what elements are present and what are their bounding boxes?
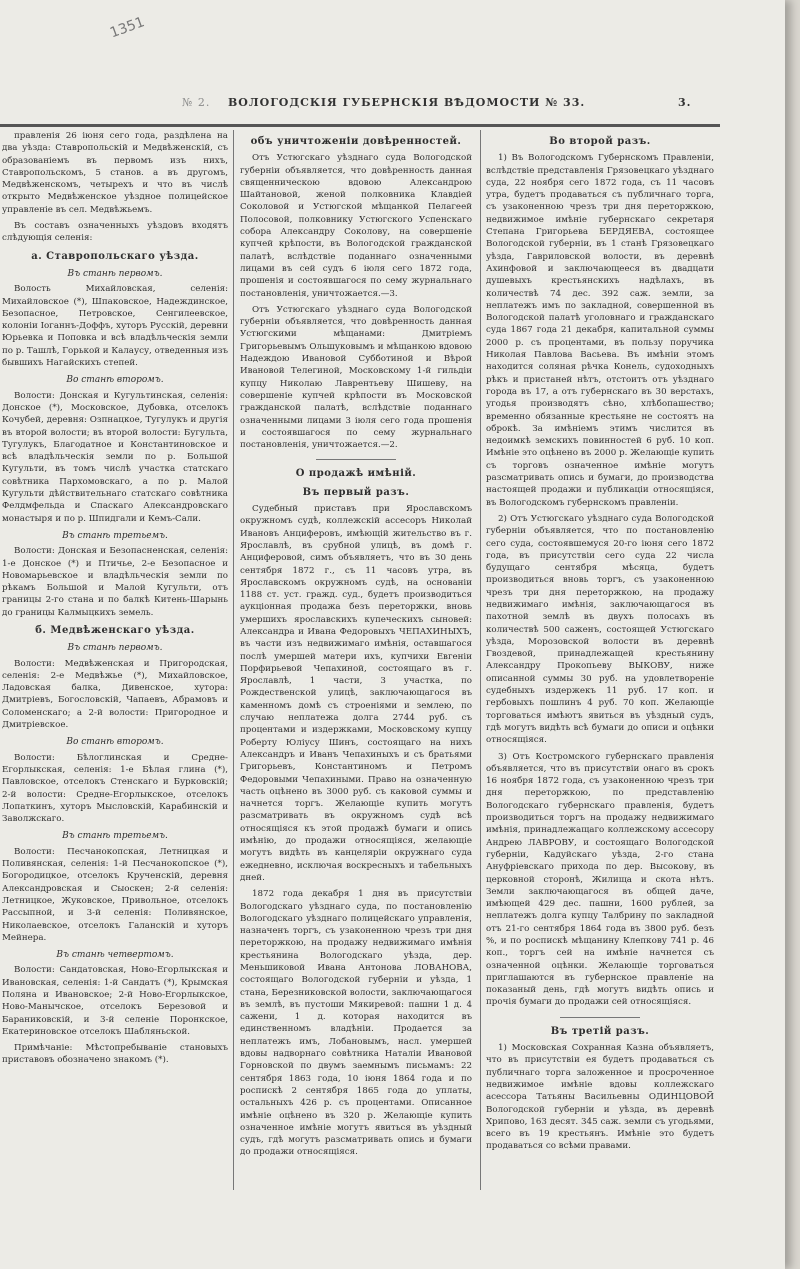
column-divider: [480, 130, 481, 1190]
paragraph: Судебный приставъ при Ярославскомъ окружномъ судѣ, коллежскій ассесоръ Николай Ивановъ Анциферовъ, имѣющій жительство въ г. Ярославлѣ, въ срубной улицѣ, въ домѣ г. Анциферовой, симъ объявляетъ, что въ 30 день сентября 1872 г., съ 11 часовъ утра, въ Ярославскомъ окружномъ судѣ, на основаніи 1188 ст. уст. гражд. суд., будетъ производиться аукціонная продажа безъ переторжки, вновь умершихъ ярославскихъ купеческихъ сыновей: Александра и Ивана Федоровыхъ ЧЕПАХИНЫХЪ, въ части изъ недвижимаго имѣнія, оставшагося послѣ умершей матери ихъ, купчихи Евгеніи Порфирьевой Чепахиной, состоящаго въ г. Ярославлѣ, 1 части, 3 участка, по Рождественской улицѣ, заключающагося въ каменномъ домѣ съ строеніями и землею, по случаю неплатежа долга 2744 руб. съ процентами и издержками, Московскому купцу Роберту Юліусу Шинъ, состоящаго на нихъ Александръ и Иванъ Чепахиныхъ и съ братьями Григорьевъ, Константиномъ и Петромъ Федоровыми Чепахиными. Право на означенную часть оцѣнено въ 3000 руб. съ каковой суммы и начнется торгъ. Желающіе купить могутъ разсматривать въ окружномъ судѣ всѣ относящіяся къ этой продажѣ бумаги и опись имѣнію, до продажи относящіяся, желающіе могутъ видѣть въ канцеляріи окружнаго суда ежедневно, исключая воскресныхъ и табельныхъ дней.: [240, 504, 472, 883]
paragraph: 1) Въ Вологодскомъ Губернскомъ Правленіи, вслѣдствіе представленія Грязовецкаго уѣзднаго суда, 22 ноября сего 1872 года, съ 11 часовъ утра, будетъ продаваться съ публичнаго торга, съ узаконенною чрезъ три дня переторжкою, недвижимое имѣніе губернскаго секретаря Степана Григорьева БЕРДЯЕВА, состоящее Вологодской губерніи, въ 1 станѣ Грязовецкаго уѣзда, Гавриловской волости, въ деревнѣ Ахинфовой и заключающееся въ двадцати душевыхъ крестьянскихъ надѣлахъ, въ количествѣ 74 дес. 392 саж. земли, за неплатежъ имъ по закладной, совершенной въ Вологодской палатѣ уголовнаго и гражданскаго суда 1867 года 21 декабря, капитальной суммы 2000 р. съ процентами, въ пользу поручика Николая Павлова Васьева. Въ имѣніи этомъ находится соляная рѣчка Конель, судоходныхъ рѣкъ и пристаней нѣтъ, отстоитъ отъ уѣзднаго города въ 17, а отъ губернскаго въ 30 верстахъ, угодья производятъ сѣно, хлѣбопашество; временно обязанные крестьяне не состоятъ на оброкѣ. За имѣніемъ этимъ числится въ недоимкѣ земскихъ повинностей 6 руб. 10 коп. Имѣніе это оцѣнено въ 2000 р. Желающіе купить съ торговъ означенное имѣніе могутъ разсматривать опись и бумаги, до производства настоящей продажи и публикаціи относящіяся, въ Вологодскомъ губернскомъ правленіи.: [486, 153, 714, 508]
header-page-number: 3.: [678, 96, 692, 109]
handwritten-page-number: 1351: [107, 14, 147, 42]
separator: [560, 1017, 640, 1018]
paragraph: Волость Михайловская, селенія: Михайловское (*), Шпаковское, Надеждинское, Безопасное, Петровское, Сенгилеевское, колоніи Іоганнъ-Доффъ, хуторъ Русскій, деревни Юрьевка и Поповка и всѣ владѣльческія земли по р. Ташлѣ, Горькой и Калаусу, отведенныя изъ бывшихъ Нагайскихъ степей.: [2, 284, 228, 369]
paragraph: 3) Отъ Костромского губернскаго правленія объявляется, что въ присутствіи онаго въ срокъ 16 ноября 1872 года, съ узаконенною чрезъ три дня переторжкою, по представленію Вологодскаго губернскаго правленія, будетъ производиться торгъ на продажу недвижимаго имѣнія, принадлежащаго коллежскому ассесору Андрею ЛАВРОВУ, и состоящаго Вологодской губерніи, Кадуйскаго уѣзда, 2-го стана Ануфріевскаго прихода по дер. Высокову, въ церковной сторонѣ, Жилища и скота нѣтъ. Земли заключающагося въ общей даче, имѣющей 429 дес. пашни, 1600 рублей, за неплатежъ долга купцу Талбрину по закладной отъ 21-го сентября 1864 года въ 3800 руб. безъ %, и по роспискѣ мѣщанину Клепкову 741 р. 46 коп., торгъ сей на имѣніе начнется съ означенной оцѣнки. Желающіе торговаться приглашаются въ губернское правленіе на показаный день, гдѣ могутъ видѣть опись и прочія бумаги до продажи сей относящіяся.: [486, 751, 714, 1008]
subheading: Въ станѣ первомъ.: [67, 643, 163, 654]
subheading: Во станѣ второмъ.: [66, 375, 164, 386]
column-divider: [233, 130, 234, 1190]
column-right: [486, 130, 714, 1190]
paragraph: Волости: Сандатовская, Ново-Егорлыкская и Ивановская, селенія: 1-й Сандатъ (*), Крымская Поляна и Ивановское; 2-й Ново-Егорлыкское, Ново-Манычское, отселокъ Березовой и Бараниковскій, и 3-й селеніе Поронкское, Екатериновское отселокъ Шабляньской.: [2, 965, 228, 1037]
separator: [316, 459, 396, 460]
subheading: Въ станѣ третьемъ.: [62, 831, 168, 842]
subheading: Въ станѣ четвертомъ.: [56, 950, 174, 961]
paragraph: Волости: Бѣлоглинская и Средне-Егорлыкская, селенія: 1-е Бѣлая глина (*), Павловское, отселокъ Стенскаго и Бурковскій; 2-й волости: Средне-Егорлыкское, отселокъ Лопаткинъ, хуторъ Мысловскій, Карабинскій и Заволжскаго.: [2, 752, 228, 825]
paragraph: Въ составъ означенныхъ уѣздовъ входятъ слѣдующія селенія:: [2, 221, 228, 244]
section-heading: О продажѣ имѣній.: [295, 468, 417, 480]
paragraph: 1872 года декабря 1 дня въ присутствіи Вологодскаго уѣзднаго суда, по постановленію Вологодскаго уѣзднаго полицейскаго управленія, назначенъ торгъ, съ узаконенною чрезъ три дня переторжкою, на продажу недвижимаго имѣнія крестьянина Вологодскаго уѣзда, дер. Меньшиковой Ивана Антонова ЛОВАНОВА, состоящаго Вологодской губерніи и уѣзда, 1 стана, Березниковской волости, заключающагося въ землѣ, въ пустоши Мякиревой: пашни 1 д. 4 сажени, 1 д. которая находится въ единственномъ владѣніи. Продается за неплатежъ имъ, Лобановымъ, насл. умершей вдовы надворнаго совѣтника Наталіи Ивановой Горновской по двумъ заемнымъ письмамъ: 22 сентября 1863 года, 10 іюня 1864 года и по роспискѣ 2 сентября 1865 года до уплаты, остальныхъ 426 р. съ процентами. Описанное имѣніе оцѣнено въ 320 р. Желающіе купить означенное имѣніе могутъ явиться въ уѣздный судъ, гдѣ могутъ разсматривать опись и бумаги до продажи относящіяся.: [240, 889, 472, 1158]
paragraph: 1) Московская Сохранная Казна объявляетъ, что въ присутствіи ея будетъ продаваться съ публичнаго торга заложенное и просроченное недвижимое имѣніе вдовы коллежскаго асессора Татьяны Васильевны ОДИНЦОВОЙ Вологодской губерніи и уѣзда, въ деревнѣ Хрипово, 163 десят. 345 саж. земли съ угодьями, всего въ 19 крестьянъ. Имѣніе это будетъ продаваться со всѣми правами.: [486, 1043, 714, 1152]
section-heading: а. Ставропольскаго уѣзда.: [31, 250, 199, 262]
paragraph: Отъ Устюгскаго уѣзднаго суда Вологодской губерніи объявляется, что довѣренность данная священническою вдовою Александрою Шайтановой, женой полковника Клавдіей Соколовой и Устюгской мѣщанкой Пелагеей Полосовой, полковнику Устюгского Успенскаго собора Александру Соколову, на совершеніе купчей крѣпости, въ Вологодской гражданской палатѣ, вслѣдствіе поданнаго означенными лицами въ сей судъ 6 іюля сего 1872 года, прошенія и состоявшагося по сему журнальнаго постановленія, уничтожается.—3.: [240, 153, 472, 299]
subheading: Въ станѣ первомъ.: [67, 268, 163, 279]
paragraph: 2) Отъ Устюгскаго уѣзднаго суда Вологодской губерніи объявляется, что по постановленію сего суда, состоявшемуся 20-го іюня сего 1872 года, въ присутствіи сего суда 22 числа будущаго сентября мѣсяца, будетъ производиться вновь торгъ, съ узаконенною чрезъ три дня переторжкою, на продажу недвижимаго имѣнія, заключающагося въ пахотной землѣ въ двухъ полосахъ въ количествѣ 500 саженъ, состоящей Устюгскаго уѣзда, Морозовской волости въ деревнѣ Гвоздевой, принадлежащей крестьянину Александру Прокопьеву ВЫКОВУ, ниже описанной суммы 30 руб. на удовлетвореніе судебныхъ издержекъ 11 руб. 17 коп. и гербовыхъ пошлинъ 4 руб. 70 коп. Желающіе торговаться имѣютъ явиться въ уѣздный судъ, гдѣ могутъ видѣть всѣ бумаги до описи и оцѣнки относящіяся.: [486, 513, 714, 746]
running-header: [120, 96, 720, 116]
header-rule: [0, 124, 720, 127]
section-heading: Во второй разъ.: [549, 136, 651, 147]
section-subheading: Въ первый разъ.: [302, 486, 410, 498]
paragraph: Волости: Донская и Кугультинская, селенія: Донское (*), Московское, Дубовка, отселокъ Кочубей, деревня: Озпнацкое, Тугулукъ и другія въ второй волости; въ второй волости: Бугульта, Тугулукъ, Благодатное и Константиновское и всѣ владѣльческія земли по р. Большой Кугульти, въ томъ числѣ участка статскаго совѣтника Пархомовскаго, а по р. Малой Кугульти дѣйствительнаго статскаго совѣтника Фелдмфельда и Спаскаго Александровскаго монастыря и по р. Шпидгали и Кемъ-Сали.: [2, 390, 228, 524]
column-left: [2, 130, 228, 1190]
section-heading: б. Медвѣженскаго уѣзда.: [35, 624, 195, 636]
paragraph: Волости: Песчанокопская, Летницкая и Поливянская, селенія: 1-й Песчанокопское (*), Богородицкое, отселокъ Крученскій, деревня Александровская и Сыоскен; 2-й селенія: Летницкое, Жуковское, Привольное, отселокъ Рассыпной, и 3-й селенія: Поливянское, Николаевское, отселокъ Галанскій и хуторъ Мейнера.: [2, 846, 228, 943]
subheading: Въ станѣ третьемъ.: [62, 530, 168, 541]
paragraph: правленія 26 іюня сего года, раздѣлена на два уѣзда: Ставропольскій и Медвѣженскій, съ образованіемъ въ первомъ изъ нихъ, Ставропольскомъ, 5 станов. а въ другомъ, Медвѣженскомъ, четырехъ и что въ числѣ открыто Медвѣженское уѣздное полицейское управленіе въ сел. Медвѣжьемъ.: [2, 131, 228, 215]
section-heading: объ уничтоженіи довѣренностей.: [250, 136, 462, 147]
paragraph: Волости: Донская и Безопасненская, селенія: 1-е Донское (*) и Птичье, 2-е Безопасное и Новомарьевское и владѣльческія земли по рѣкамъ Большой и Малой Кугульти, отъ границы 2-го стана и по балкѣ Китень-Шарынь до границы Калмыцкихъ земель.: [2, 546, 228, 618]
paragraph: Волости: Медвѣженская и Пригородская, селенія: 2-е Медвѣжье (*), Михайловское, Ладовская балка, Дивенское, хутора: Дмитріевъ, Богословскій, Чапаевъ, Абрамовъ и Соломенскаго; а 2-й волости: Пригородное и Дмитріевское.: [2, 658, 228, 731]
footnote: Примѣчаніе: Мѣстопребываніе становыхъ приставовъ обозначено знакомъ (*).: [2, 1043, 228, 1066]
section-heading: Въ третій разъ.: [550, 1025, 650, 1037]
header-issue-number: № 2.: [182, 96, 211, 109]
header-title: ВОЛОГОДСКІЯ ГУБЕРНСКІЯ ВѢДОМОСТИ № 33.: [228, 96, 586, 109]
subheading: Во станѣ второмъ.: [66, 737, 164, 748]
column-middle: [240, 130, 472, 1190]
paragraph: Отъ Устюгскаго уѣзднаго суда Вологодской губерніи объявляется, что довѣренность данная Устюгскими мѣщанами: Дмитріемъ Григорьевымъ Ольшуковымъ и мѣщанкою вдовою Надеждою Ивановой Субботиной и Вѣрой Ивановой Телегиной, Московскому 1-й гильдіи купцу Николаю Лаврентьеву Шишеву, на совершеніе купчей крѣпости въ Московской гражданской палатѣ, вслѣдствіе поданнаго означенными лицами 3 іюля сего года прошенія и состоявшагося по сему журнальнаго постановленія, уничтожается.—2.: [240, 304, 472, 451]
